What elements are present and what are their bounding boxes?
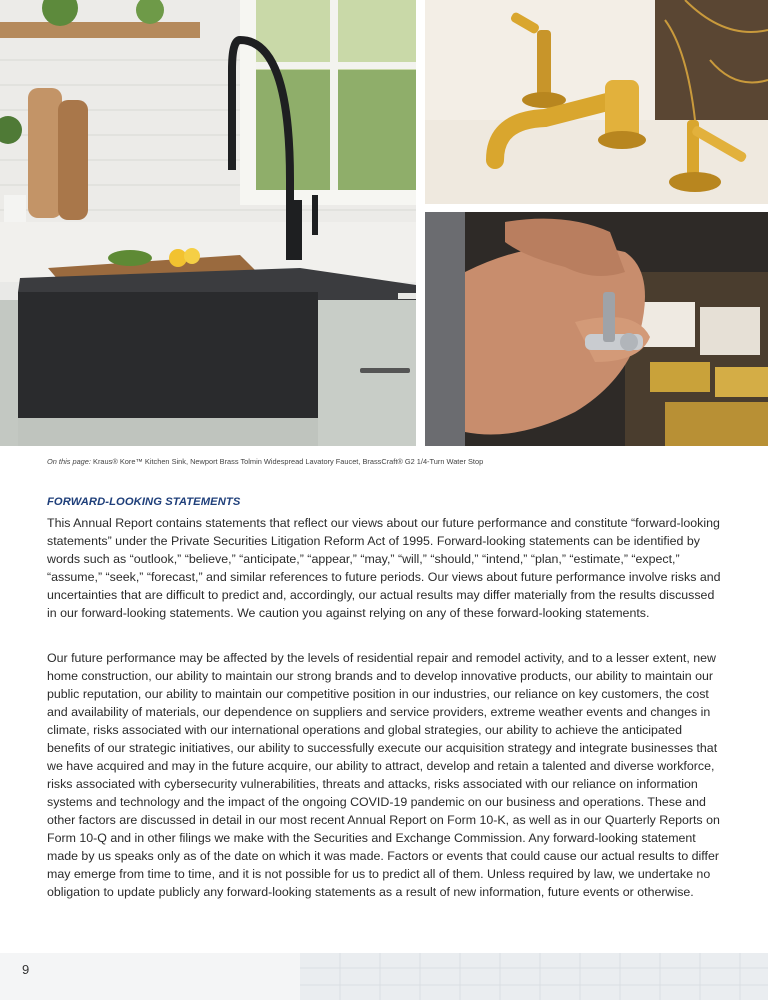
- water-stop-hands-illustration: [425, 212, 768, 446]
- footer-building-illustration: [0, 953, 768, 1000]
- footer-building-photo: [0, 953, 768, 1000]
- body-paragraph-1: This Annual Report contains statements that reflect our views about our future performance and constitute “forward-looking statements” under the Private Securities Litigation Reform Act of 1995. Forward-looking statements can be identified by words such as “outlook,” “believe,” “anticipate,” “appear,” “may,” “will,” “should,” “intend,” “plan,” “estimate,” “expect,” “assume,” “seek,” “forecast,” and similar references to future periods. Our views about future performance involve risks and uncertainties that are difficult to predict and, accordingly, our actual results may differ materially from the results discussed in our forward-looking statements. We caution you against relying on any of these forward-looking statements.: [47, 516, 721, 620]
- brass-faucet-photo: [425, 0, 768, 204]
- brass-faucet-illustration: [425, 0, 768, 204]
- page-number: 9: [22, 962, 30, 977]
- caption-label: On this page:: [47, 457, 91, 466]
- body-paragraph-2: Our future performance may be affected by the levels of residential repair and remodel activity, and to a lesser extent, new home construction, our ability to maintain our strong brands and to develop innovative products, our ability to maintain our public reputation, our ability to maintain our competitive position in our industries, our reliance on key customers, the cost and availability of materials, our dependence on suppliers and service providers, extreme weather events and changes in climate, risks associated with our international operations and global strategies, our ability to achieve the anticipated benefits of our strategic initiatives, our ability to successfully execute our acquisition strategy and integrate businesses that we have acquired and may in the future acquire, our ability to attract, develop and retain a talented and diverse workforce, risks associated with cybersecurity vulnerabilities, threats and attacks, risks associated with our reliance on information systems and technology and the impact of the ongoing COVID-19 pandemic on our business and operations. These and other factors are discussed in detail in our most recent Annual Report on Form 10-K, as well as in our Quarterly Reports on Form 10-Q and in other filings we make with the Securities and Exchange Commission. Any forward-looking statement made by us speaks only as of the date on which it was made. Factors or events that could cause our actual results to differ may emerge from time to time, and it is not possible for us to predict all of them. Unless required by law, we undertake no obligation to update publicly any forward-looking statements as a result of new information, future events or otherwise.: [47, 651, 720, 899]
- kitchen-sink-illustration: [0, 0, 416, 446]
- water-stop-hands-photo: [425, 212, 768, 446]
- caption-text: Kraus® Kore™ Kitchen Sink, Newport Brass Tolmin Widespread Lavatory Faucet, BrassCraft® G2 1/4-Turn Water Stop: [93, 457, 484, 466]
- photo-caption: [47, 457, 747, 466]
- kitchen-sink-photo: [0, 0, 416, 446]
- section-title: FORWARD-LOOKING STATEMENTS: [47, 496, 241, 508]
